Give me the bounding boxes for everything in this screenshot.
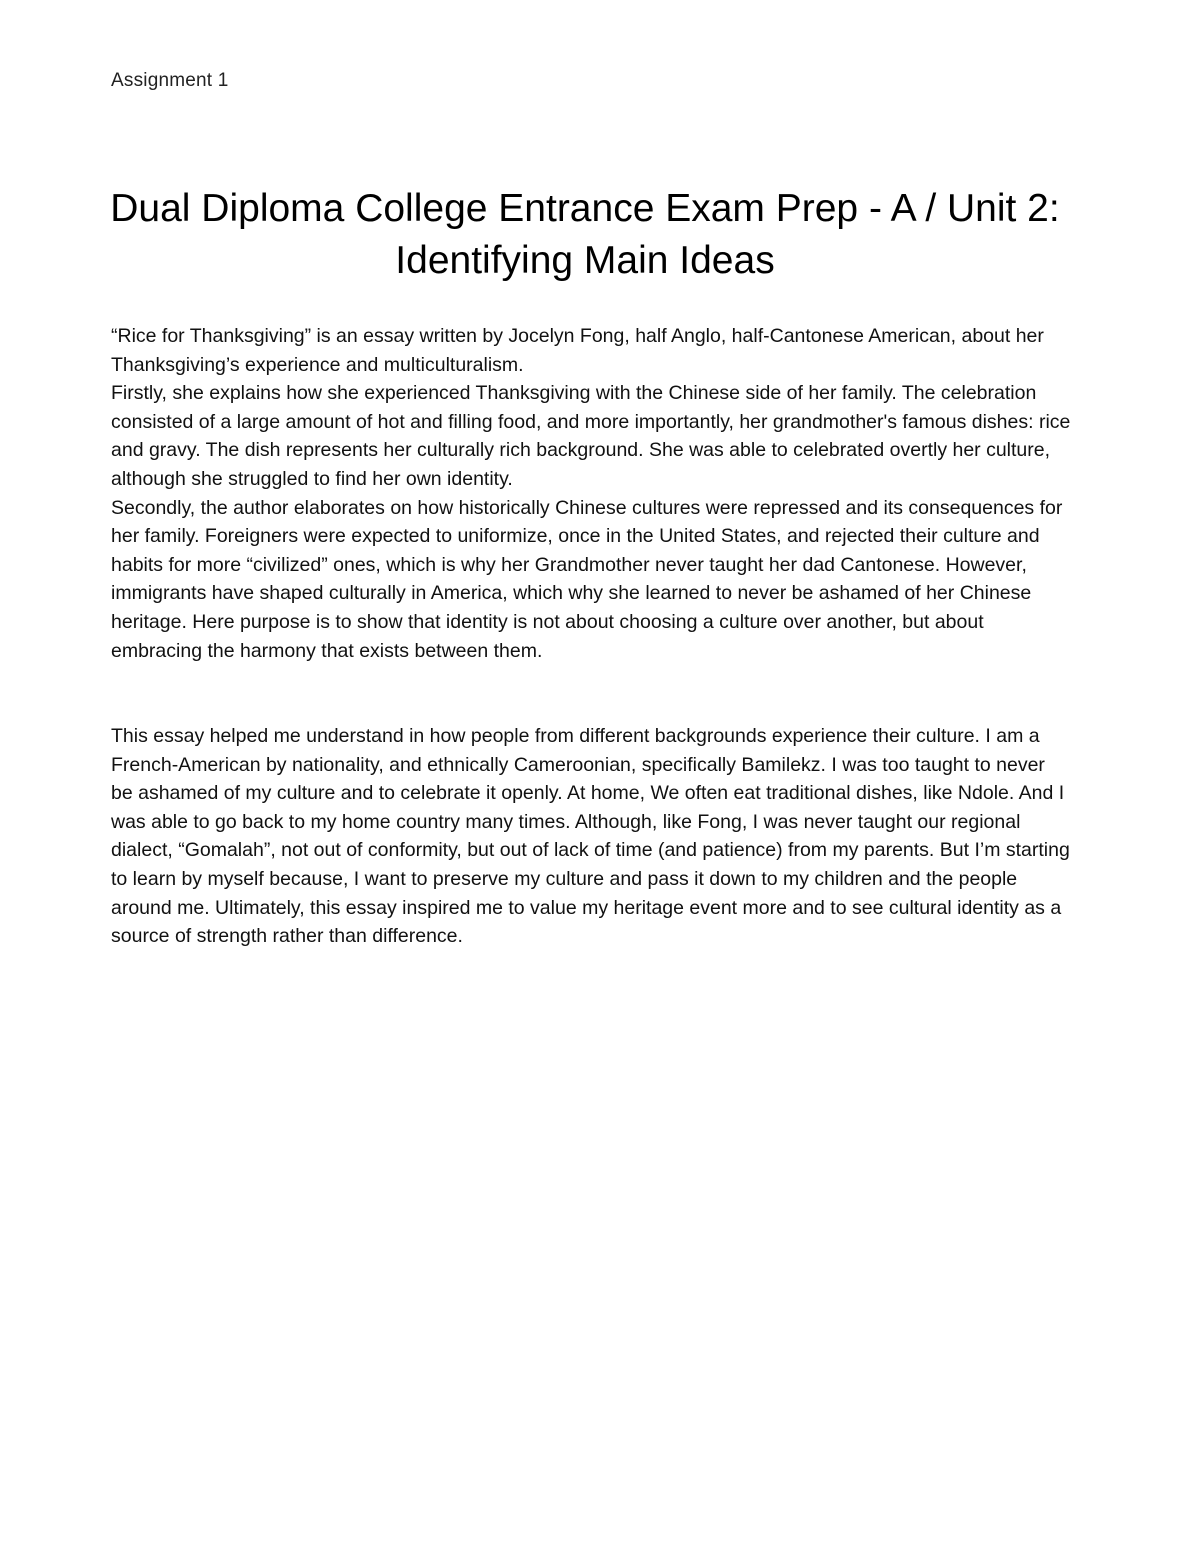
summary-first-point-paragraph: Firstly, she explains how she experienced Thanksgiving with the Chinese side of her family. The celebration consisted of a large amount of hot and filling food, and more importantly, her grandmother's famous dishes: rice and gravy. The dish represents her culturally rich background. She was able to celebrated overtly her culture, although she struggled to find her own identity. <box>111 382 1071 490</box>
essay-summary <box>111 322 1071 665</box>
page-title: Dual Diploma College Entrance Exam Prep - A / Unit 2: Identifying Main Ideas <box>110 187 1060 282</box>
summary-second-point-paragraph: Secondly, the author elaborates on how historically Chinese cultures were repressed and its consequences for her family. Foreigners were expected to uniformize, once in the United States, and rejected their culture and habits for more “civilized” ones, which is why her Grandmother never taught her dad Cantonese. However, immigrants have shaped culturally in America, which why she learned to never be ashamed of her Chinese heritage. Here purpose is to show that identity is not about choosing a culture over another, but about embracing the harmony that exists between them. <box>111 496 1063 662</box>
summary-intro-paragraph: “Rice for Thanksgiving” is an essay written by Jocelyn Fong, half Anglo, half-Cantonese American, about her Thanksgiving’s experience and multiculturalism. <box>111 325 1044 376</box>
assignment-label: Assignment 1 <box>111 70 229 91</box>
personal-reflection <box>111 722 1071 951</box>
reflection-paragraph: This essay helped me understand in how people from different backgrounds experience their culture. I am a French-American by nationality, and ethnically Cameroonian, specifically Bamilekz. I was too taught to never be ashamed of my culture and to celebrate it openly. At home, We often eat traditional dishes, like Ndole. And I was able to go back to my home country many times. Although, like Fong, I was never taught our regional dialect, “Gomalah”, not out of conformity, but out of lack of time (and patience) from my parents. But I’m starting to learn by myself because, I want to preserve my culture and pass it down to my children and the people around me. Ultimately, this essay inspired me to value my heritage event more and to see cultural identity as a source of strength rather than difference. <box>111 725 1070 948</box>
